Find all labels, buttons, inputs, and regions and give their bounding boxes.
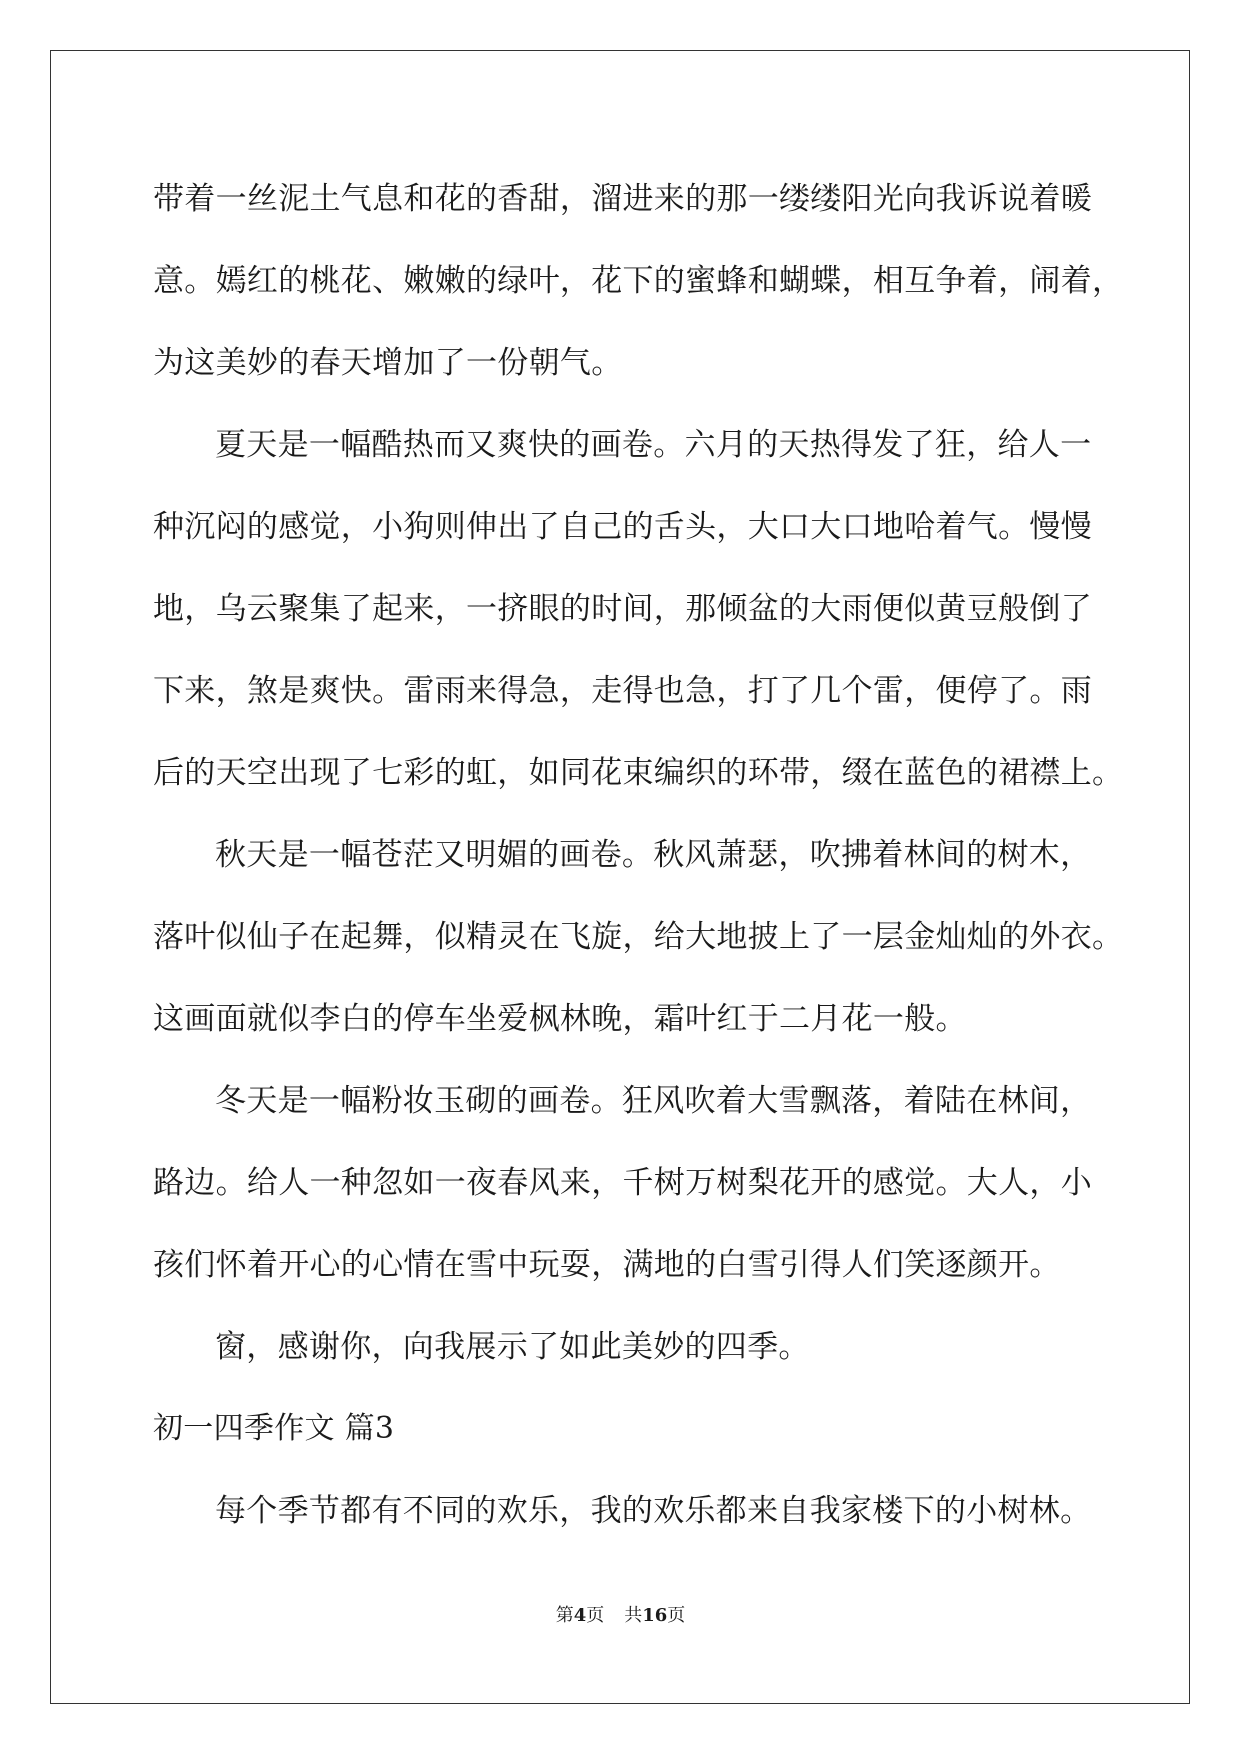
paragraph-line: 地，乌云聚集了起来，一挤眼的时间，那倾盆的大雨便似黄豆般倒了 — [153, 591, 1092, 627]
paragraph-line: 为这美妙的春天增加了一份朝气。 — [153, 345, 623, 381]
paragraph-line: 下来，煞是爽快。雷雨来得急，走得也急，打了几个雷，便停了。雨 — [153, 673, 1092, 709]
footer-page-suffix: 页 — [586, 1605, 605, 1626]
paragraph-lines — [153, 158, 1124, 1388]
paragraph-line: 意。嫣红的桃花、嫩嫩的绿叶，花下的蜜蜂和蝴蝶，相互争着，闹着， — [153, 263, 1124, 299]
paragraph-line: 这画面就似李白的停车坐爱枫林晚，霜叶红于二月花一般。 — [153, 1001, 967, 1037]
paragraph-line: 夏天是一幅酷热而又爽快的画卷。六月的天热得发了狂，给人一 — [215, 427, 1092, 463]
footer-prefix: 第 — [555, 1605, 574, 1626]
paragraph-line: 窗，感谢你，向我展示了如此美妙的四季。 — [215, 1329, 810, 1365]
footer-total-suffix: 页 — [667, 1605, 686, 1626]
document-body — [153, 158, 1124, 1552]
section-heading: 初一四季作文 篇3 — [153, 1411, 395, 1446]
paragraph-line: 秋天是一幅苍茫又明媚的画卷。秋风萧瑟，吹拂着林间的树木， — [215, 837, 1092, 873]
paragraph-line: 落叶似仙子在起舞，似精灵在飞旋，给大地披上了一层金灿灿的外衣。 — [153, 919, 1124, 955]
paragraph-line: 路边。给人一种忽如一夜春风来，千树万树梨花开的感觉。大人，小 — [153, 1165, 1092, 1201]
paragraph-line: 孩们怀着开心的心情在雪中玩耍，满地的白雪引得人们笑逐颜开。 — [153, 1247, 1061, 1283]
footer-page-number: 4 — [573, 1605, 587, 1626]
page-footer — [0, 1604, 1241, 1628]
paragraph-line: 每个季节都有不同的欢乐，我的欢乐都来自我家楼下的小树林。 — [215, 1493, 1092, 1529]
paragraph-line: 冬天是一幅粉妆玉砌的画卷。狂风吹着大雪飘落，着陆在林间， — [215, 1083, 1092, 1119]
footer-total-prefix: 共 — [624, 1605, 643, 1626]
paragraph-line: 种沉闷的感觉，小狗则伸出了自己的舌头，大口大口地哈着气。慢慢 — [153, 509, 1092, 545]
footer-total-pages: 16 — [642, 1605, 668, 1626]
paragraph-line: 带着一丝泥土气息和花的香甜，溜进来的那一缕缕阳光向我诉说着暖 — [153, 181, 1092, 217]
paragraph-line: 后的天空出现了七彩的虹，如同花束编织的环带，缀在蓝色的裙襟上。 — [153, 755, 1124, 791]
